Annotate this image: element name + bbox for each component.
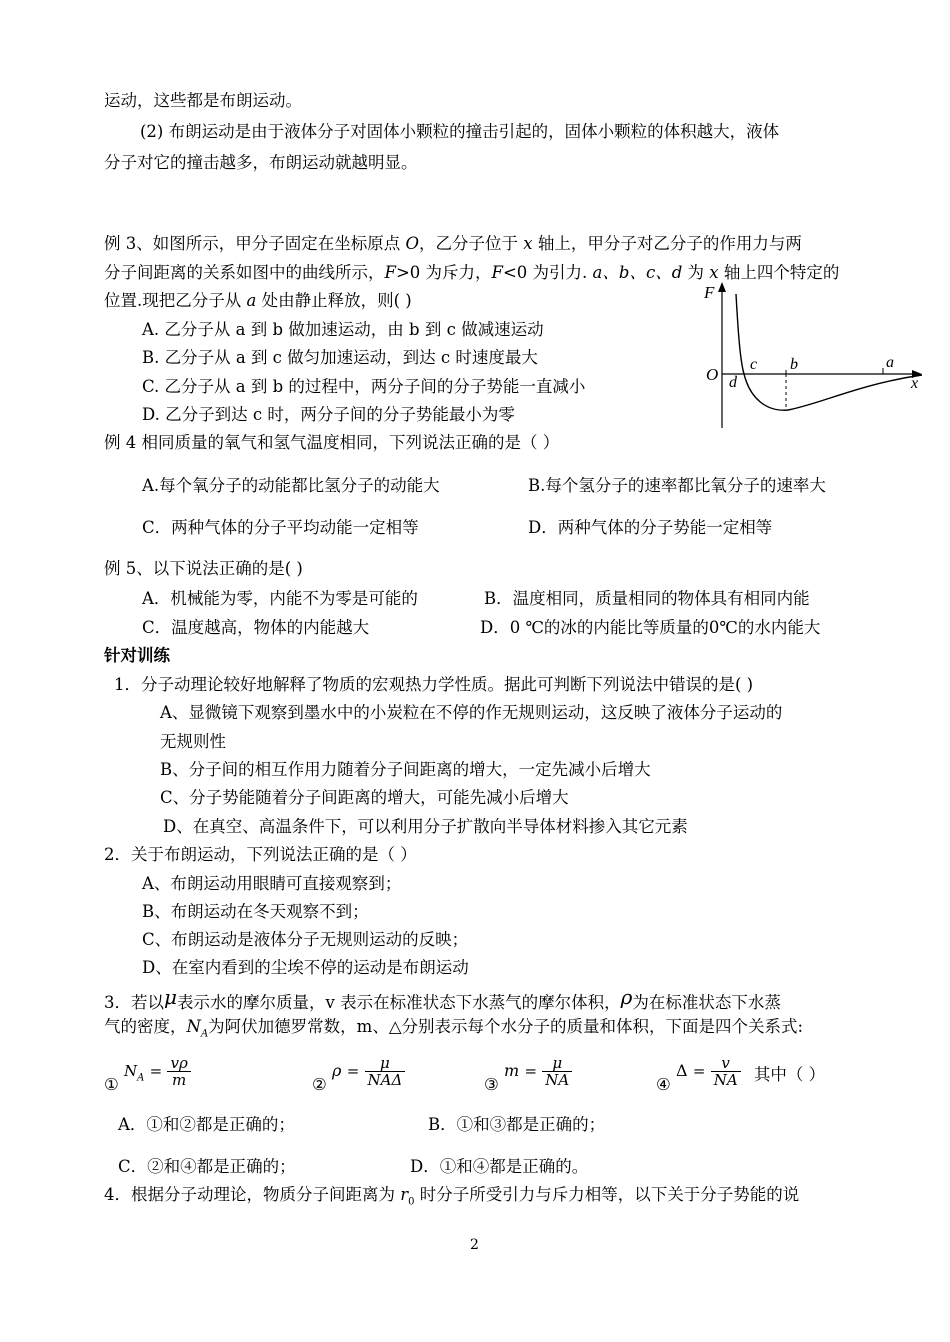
formula-3: ③ m = $\frac{\mu}{NA}$	[484, 1048, 572, 1094]
label-F: F	[704, 283, 715, 302]
label-d: d	[729, 374, 737, 391]
ex5-question: 例 5、以下说法正确的是( )	[104, 559, 303, 578]
q3-stem-line1: 3．若以μ表示水的摩尔质量，v 表示在标准状态下水蒸气的摩尔体积，ρ为在标准状态下水蒸	[104, 985, 781, 1012]
ex5-option-a: A．机械能为零，内能不为零是可能的	[142, 589, 418, 608]
ex4-option-c: C．两种气体的分子平均动能一定相等	[142, 518, 419, 537]
q1-option-c: C、分子势能随着分子间距离的增大，可能先减小后增大	[160, 788, 569, 807]
q3-option-c: C．②和④都是正确的；	[118, 1157, 296, 1176]
ex3-option-a: A. 乙分子从 a 到 b 做加速运动，由 b 到 c 做减速运动	[142, 320, 544, 339]
ex5-option-c: C．温度越高，物体的内能越大	[142, 618, 370, 637]
y-axis-arrow	[718, 282, 726, 292]
ex4-option-b: B.每个氢分子的速率都比氧分子的速率大	[528, 476, 826, 495]
label-x: x	[911, 375, 919, 392]
q2-option-a: A、布朗运动用眼睛可直接观察到；	[142, 874, 402, 893]
label-b: b	[790, 356, 798, 373]
intro-line-1: 运动，这些都是布朗运动。	[104, 91, 302, 110]
q3-option-b: B．①和③都是正确的；	[428, 1115, 606, 1134]
ex4-option-d: D．两种气体的分子势能一定相等	[528, 518, 773, 537]
formula-1: ① $N_A$ = $\frac{v\rho}{m}$	[104, 1048, 191, 1094]
section-heading: 针对训练	[104, 646, 170, 665]
ex3-line-3: 位置.现把乙分子从 a 处由静止释放，则( )	[104, 291, 412, 310]
ex5-option-b: B．温度相同，质量相同的物体具有相同内能	[484, 589, 810, 608]
formula-4: ④ Δ = $\frac{v}{NA}$ 其中（ ）	[656, 1054, 826, 1094]
ex3-line-1: 例 3、如图所示，甲分子固定在坐标原点 O，乙分子位于 x 轴上，甲分子对乙分子的作用力与两	[104, 234, 802, 253]
q2-option-d: D、在室内看到的尘埃不停的运动是布朗运动	[142, 958, 469, 977]
q1-stem: 1．分子动理论较好地解释了物质的宏观热力学性质。据此可判断下列说法中错误的是( )	[114, 675, 754, 694]
q2-stem: 2．关于布朗运动，下列说法正确的是（ ）	[104, 845, 417, 864]
label-c: c	[750, 356, 758, 373]
q4-stem: 4．根据分子动理论，物质分子间距离为 $r_0$ 时分子所受引力与斥力相等，以下关于分子势能的说	[104, 1185, 800, 1208]
label-a: a	[886, 354, 894, 371]
q1-option-d: D、在真空、高温条件下，可以利用分子扩散向半导体材料掺入其它元素	[163, 817, 688, 836]
ex3-option-c: C. 乙分子从 a 到 b 的过程中，两分子间的分子势能一直减小	[142, 377, 586, 396]
formula-2: ② ρ = $\frac{\mu}{\text{NAΔ}}$	[312, 1048, 405, 1094]
q2-option-c: C、布朗运动是液体分子无规则运动的反映；	[142, 930, 469, 949]
intro-line-3: 分子对它的撞击越多，布朗运动就越明显。	[104, 153, 418, 172]
ex5-option-d: D．0 ℃的冰的内能比等质量的0℃的水内能大	[480, 618, 821, 637]
q1-option-a-line1: A、显微镜下观察到墨水中的小炭粒在不停的作无规则运动，这反映了液体分子运动的	[160, 703, 783, 722]
q1-option-a-line2: 无规则性	[160, 732, 226, 751]
force-curve	[736, 294, 922, 410]
ex3-option-b: B. 乙分子从 a 到 c 做匀加速运动，到达 c 时速度最大	[142, 348, 538, 367]
q3-stem-line2: 气的密度，$N_A$为阿伏加德罗常数，m、△分别表示每个水分子的质量和体积，下面是四个关系式:	[104, 1017, 804, 1040]
q3-option-a: A．①和②都是正确的；	[118, 1115, 295, 1134]
q2-option-b: B、布朗运动在冬天观察不到；	[142, 902, 369, 921]
intro-line-2: (2) 布朗运动是由于液体分子对固体小颗粒的撞击引起的，固体小颗粒的体积越大，液体	[140, 122, 780, 141]
page-number: 2	[470, 1237, 479, 1253]
label-O: O	[706, 365, 719, 384]
force-distance-graph	[700, 280, 930, 430]
ex4-option-a: A.每个氧分子的动能都比氢分子的动能大	[142, 476, 440, 495]
ex4-question: 例 4 相同质量的氧气和氢气温度相同，下列说法正确的是（ ）	[104, 433, 560, 452]
q1-option-b: B、分子间的相互作用力随着分子间距离的增大，一定先减小后增大	[160, 760, 651, 779]
ex3-line-2: 分子间距离的关系如图中的曲线所示，F>0 为斥力，F<0 为引力. a、b、c、d 为 x 轴上四个特定的	[104, 263, 840, 282]
q3-option-d: D．①和④都是正确的。	[410, 1157, 589, 1176]
ex3-option-d: D. 乙分子到达 c 时，两分子间的分子势能最小为零	[142, 405, 515, 424]
